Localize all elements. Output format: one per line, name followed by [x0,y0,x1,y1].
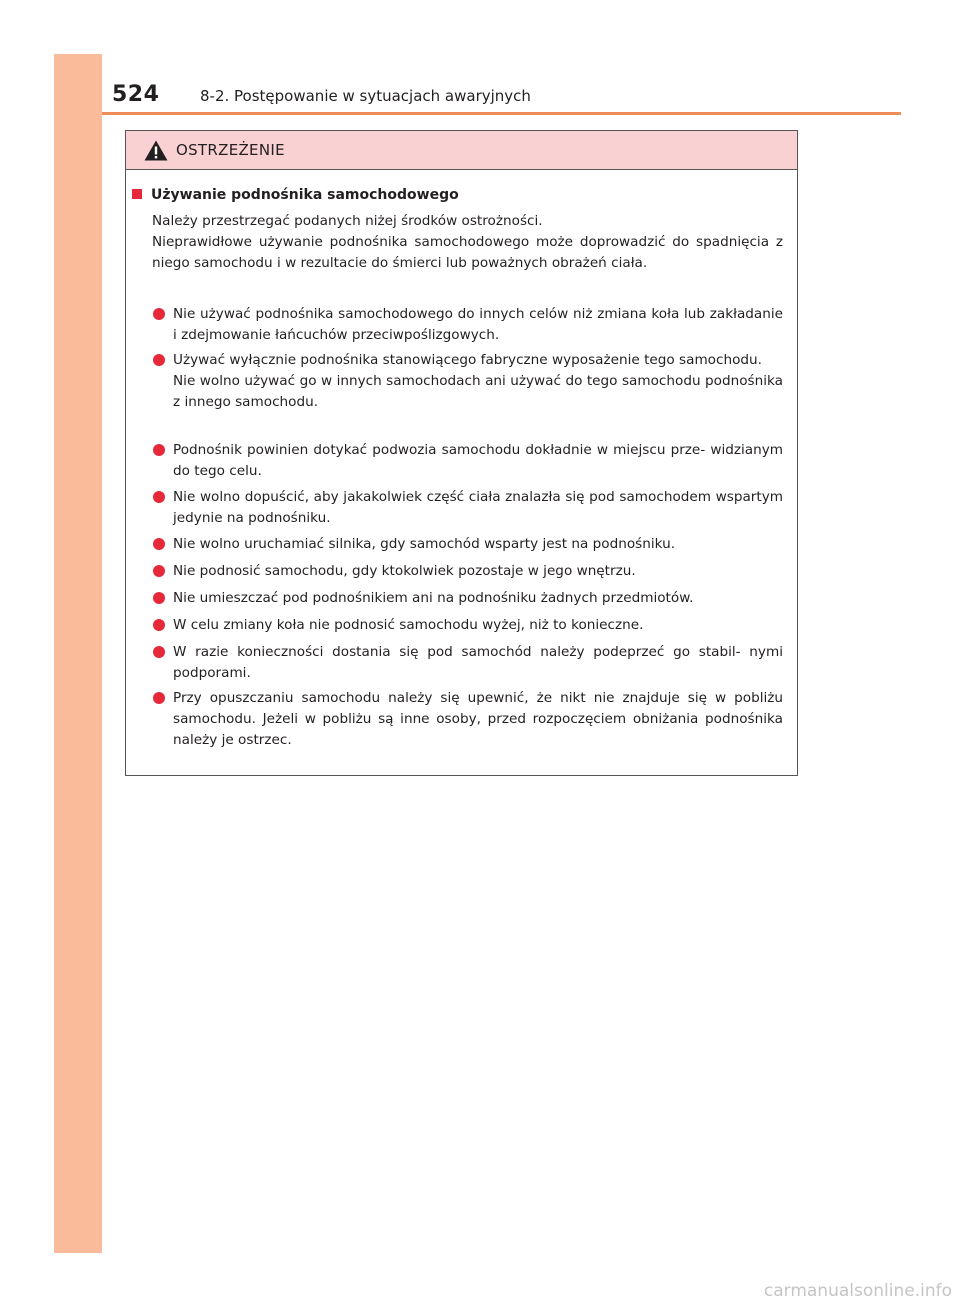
bullet-dot-icon [153,308,165,320]
warning-triangle-icon [144,140,168,161]
list-item: Nie umieszczać pod podnośnikiem ani na podnośniku żadnych przedmiotów. [152,588,783,609]
page-number: 524 [112,82,160,107]
bullet-dot-icon [153,565,165,577]
list-item: Nie wolno dopuścić, aby jakakolwiek część ciała znalazła się pod samochodem wspartym jedynie na podnośniku. [152,487,783,529]
bullet-dot-icon [153,692,165,704]
square-bullet-icon [132,189,142,199]
bullet-dot-icon [153,592,165,604]
bullet-dot-icon [153,491,165,503]
bullet-dot-icon [153,619,165,631]
list-item: Używać wyłącznie podnośnika stanowiącego fabryczne wyposażenie tego samochodu. Nie wolno używać go w innych samochodach ani używać do tego samochodu podnośnika z innego samochodu. [152,350,783,413]
list-item: Nie wolno uruchamiać silnika, gdy samochód wsparty jest na podnośniku. [152,534,783,555]
bullet-dot-icon [153,444,165,456]
watermark: carmanualsonline.info [763,1281,952,1301]
section-title: 8-2. Postępowanie w sytuacjach awaryjnych [200,87,531,105]
list-item: W celu zmiany koła nie podnosić samochodu wyżej, niż to konieczne. [152,615,783,636]
subheading-text: Używanie podnośnika samochodowego [151,187,459,203]
bullet-dot-icon [153,354,165,366]
list-item: W razie konieczności dostania się pod samochód należy podeprzeć go stabil- nymi podporami. [152,642,783,684]
list-item: Podnośnik powinien dotykać podwozia samochodu dokładnie w miejscu prze- widzianym do tego celu. [152,440,783,482]
warning-title: OSTRZEŻENIE [176,141,285,159]
list-item: Nie podnosić samochodu, gdy ktokolwiek pozostaje w jego wnętrzu. [152,561,783,582]
list-item: Przy opuszczaniu samochodu należy się upewnić, że nikt nie znajduje się w pobliżu samochodu. Jeżeli w pobliżu są inne osoby, przed rozpoczęciem obniżania podnośnika należy je ostrzec. [152,688,783,751]
bullet-dot-icon [153,646,165,658]
intro-line-2: Nieprawidłowe używanie podnośnika samochodowego może doprowadzić do spadnięcia z niego samochodu i w rezultacie do śmierci lub poważnych obrażeń ciała. [152,234,783,271]
intro-line-1: Należy przestrzegać podanych niżej środków ostrożności. [152,213,543,229]
bullet-dot-icon [153,538,165,550]
list-item: Nie używać podnośnika samochodowego do innych celów niż zmiana koła lub zakładanie i zdejmowanie łańcuchów przeciwpoślizgowych. [152,304,783,346]
warning-header [126,131,797,170]
warning-subheading [132,187,459,203]
side-color-bar [54,54,102,1253]
header-rule [102,112,901,115]
warning-box [125,130,798,776]
